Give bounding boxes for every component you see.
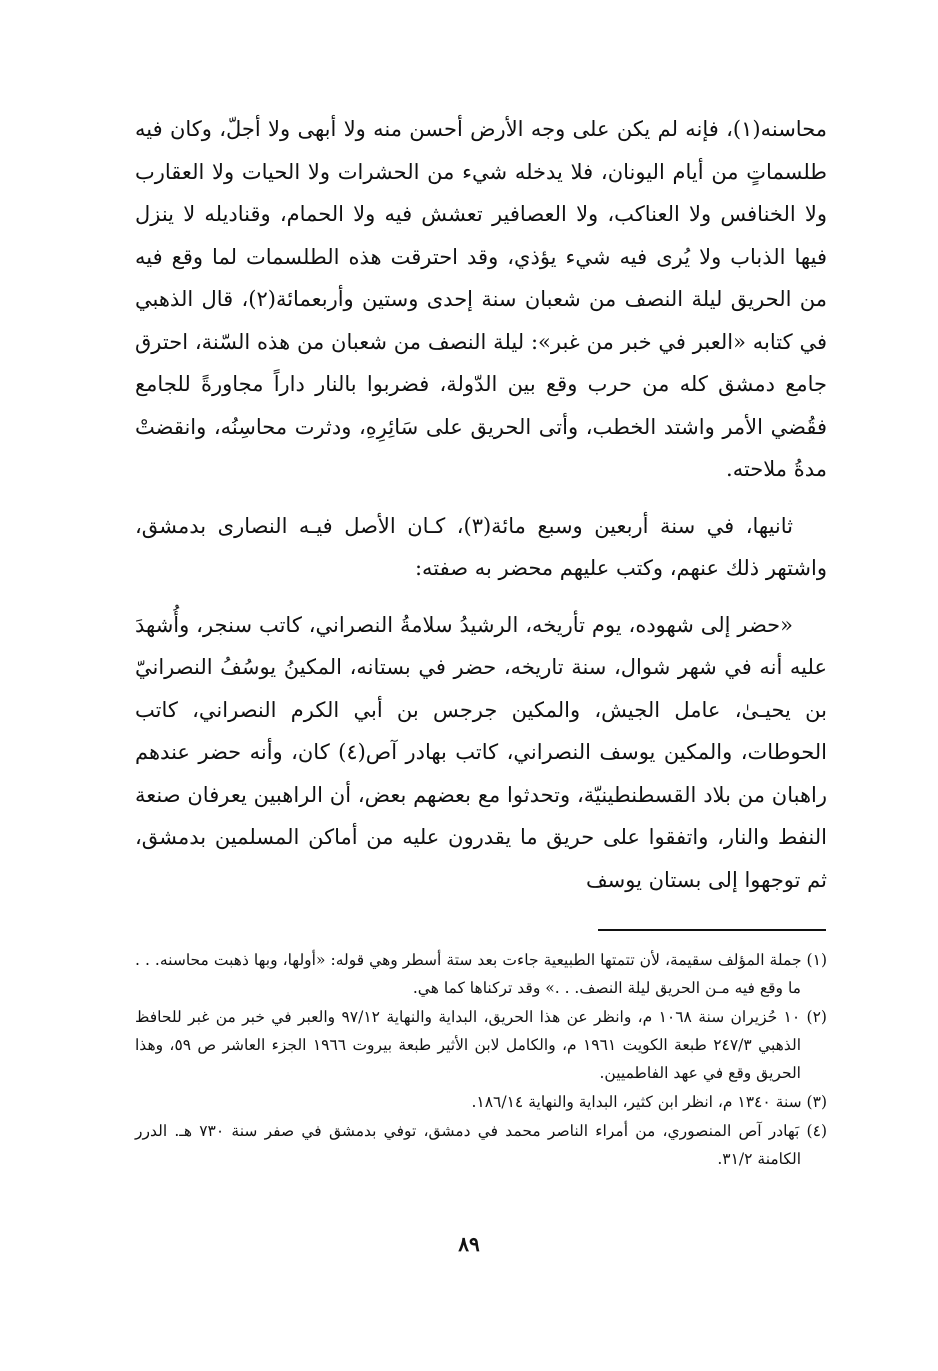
footnote-2: (٢) ١٠ حُزيران سنة ١٠٦٨ م، وانظر عن هذا الحريق، البداية والنهاية ٩٧/١٢ والعبر في خبر من غبر للحافظ الذهبي ٢٤٧/٣ طبعة الكويت ١٩٦١ م، والكامل لابن الأثير طبعة بيروت ١٩٦٦ الجزء العاشر ص ٥٩، وهذا الحريق وقع في عهد الفاطميين. [135, 1008, 827, 1082]
main-text [135, 108, 827, 901]
footnote-3: (٣) سنة ١٣٤٠ م، انظر ابن كثير، البداية والنهاية ١٨٦/١٤. [471, 1093, 827, 1111]
footnote-4: (٤) بَهادر آص المنصوري، من أمراء الناصر محمد في دمشق، توفي بدمشق في صفر سنة ٧٣٠ هـ. الدرر الكامنة ٣١/٢. [135, 1122, 827, 1168]
footnote-1: (١) جملة المؤلف سقيمة، لأن تتمتها الطبيعية جاءت بعد ستة أسطر وهي قوله: «أولها، وبها ذهبت محاسنه. . . ما وقع فيه مـن الحريق ليلة النصف. . .» وقد تركناها كما هي. [135, 951, 827, 997]
page-number: ٨٩ [458, 1232, 480, 1256]
paragraph-1: محاسنه(١)، فإنه لم يكن على وجه الأرض أحسن منه ولا أبهى ولا أجلّ، وكان فيه طلسماتٍ من أيام اليونان، فلا يدخله شيء من الحشرات ولا الحيات ولا العقارب ولا الخنافس ولا العناكب، ولا العصافير تعشش فيه ولا الحمام، وقناديله لا ينزل فيها الذباب ولا يُرى فيه شيء يؤذي، وقد احترقت هذه الطلسمات لما وقع فيه من الحريق ليلة النصف من شعبان سنة إحدى وستين وأربعمائة(٢)، قال الذهبي في كتابه «العبر في خبر من غبر»: ليلة النصف من شعبان من هذه السّنة، احترق جامع دمشق كله من حرب وقع بين الدّولة، فضربوا بالنار داراً مجاورةً للجامع فقُضي الأمر واشتد الخطب، وأتى الحريق على سَائِرِهِ، ودثرت محاسِنُه، وانقضتْ مدةُ ملاحته. [135, 117, 828, 481]
paragraph-2: ثانيها، في سنة أربعين وسبع مائة(٣)، كـان الأصل فيـه النصارى بدمشق، واشتهر ذلك عنهم، وكتب عليهم محضر به صفته: [135, 513, 827, 580]
paragraph-3: «حضر إلى شهوده، يوم تأريخه، الرشيدُ سلامةُ النصراني، كاتب سنجر، وأُشهدَ عليه أنه في شهر شوال، سنة تاريخه، حضر في بستانه، المكينُ يوسُفُ النصرانيّ بن يحيـىٰ، عامل الجيش، والمكين جرجس بن أبي الكرم النصراني، كاتب الحوطات، والمكين يوسف النصراني، كاتب بهادر آص(٤) كان، وأنه حضر عندهم راهبان من بلاد القسطنطينيّة، وتحدثوا مع بعضهم بعض، أن الراهبين يعرفان صنعة النفط والنار، واتفقوا على حريق ما يقدرون عليه من أماكن المسلمين بدمشق، ثم توجهوا إلى بستان يوسف [135, 612, 827, 892]
footnotes [135, 946, 827, 1173]
footnote-divider [598, 929, 826, 931]
